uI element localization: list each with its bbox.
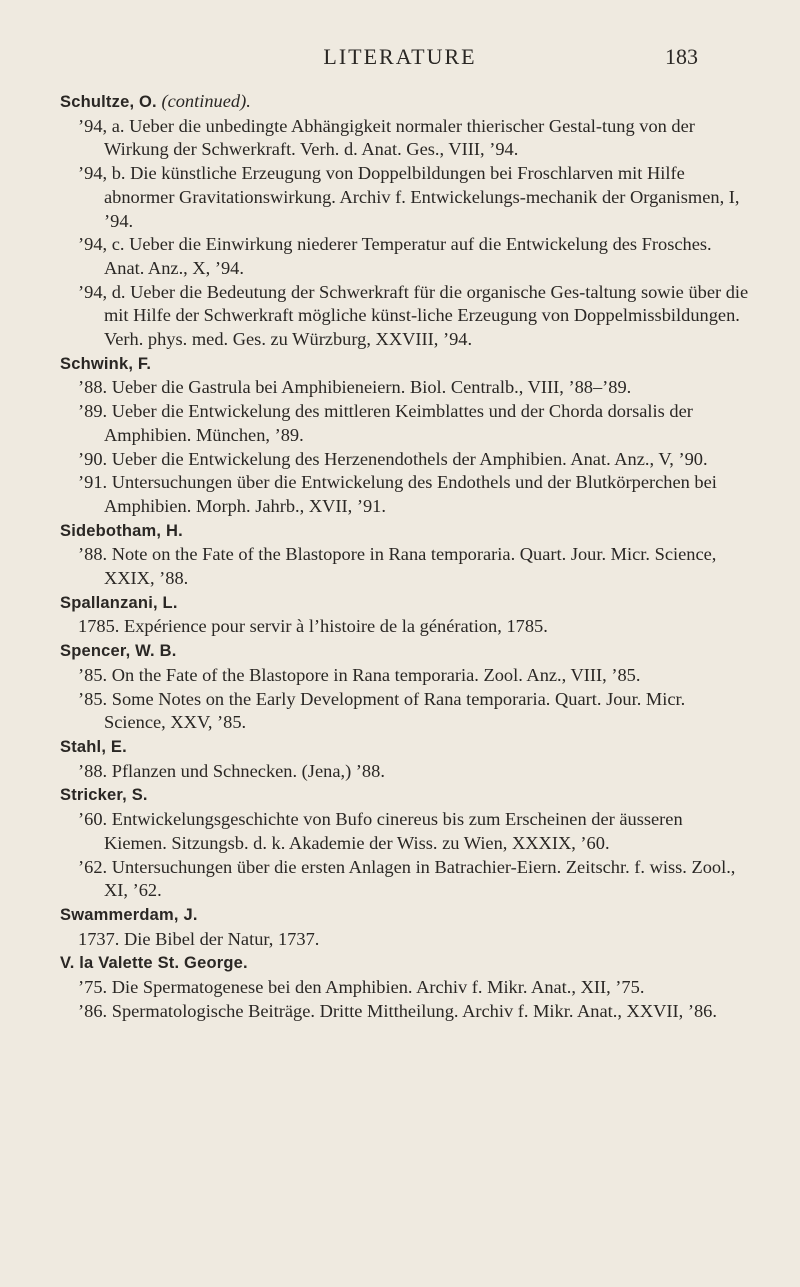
author-line [60,735,750,760]
bibliography-entry [60,735,750,783]
author-name: Spallanzani, L. [60,593,178,612]
author-line [60,951,750,976]
author-name: Sidebotham, H. [60,521,183,540]
reference-item: 1785. Expérience pour servir à l’histoire de la génération, 1785. [78,616,548,637]
author-name: Schwink, F. [60,354,152,373]
author-name: Stahl, E. [60,737,127,756]
author-name: V. la Valette St. George. [60,954,248,973]
author-name: Schultze, O. [60,93,157,111]
reference-item: ’94, d. Ueber die Bedeutung der Schwerkraft für die organische Ges-taltung sowie über die mit Hilfe der Schwerkraft mögliche künst-liche Erzeugung von Doppelmissbildungen. Verh. phys. med. Ges. zu Würzburg, XXVIII, ’94. [78,281,749,350]
reference-item: ’91. Untersuchungen über die Entwickelung des Endothels und der Blutkörperchen bei Amphibien. Morph. Jahrb., XVII, ’91. [78,472,717,516]
reference-item: ’88. Pflanzen und Schnecken. (Jena,) ’88. [78,760,385,781]
author-line [60,903,750,928]
reference-item: ’94, a. Ueber die unbedingte Abhängigkeit normaler thierischer Gestal-tung von der Wirkung der Schwerkraft. Verh. d. Anat. Ges., VIII, ’94. [78,115,695,160]
reference-item: ’86. Spermatologische Beiträge. Dritte Mittheilung. Archiv f. Mikr. Anat., XXVII, ’86. [78,1000,717,1021]
page-number: 183 [665,44,698,69]
author-line [60,591,750,616]
author-line [60,519,750,544]
author-name: Stricker, S. [60,786,148,805]
reference-item: ’85. On the Fate of the Blastopore in Rana temporaria. Zool. Anz., VIII, ’85. [78,664,641,685]
author-name: Spencer, W. B. [60,642,177,661]
reference-item: ’85. Some Notes on the Early Development of Rana temporaria. Quart. Jour. Micr. Science, XXV, ’85. [78,688,686,733]
bibliography-entry [60,591,750,639]
reference-item: ’88. Note on the Fate of the Blastopore in Rana temporaria. Quart. Jour. Micr. Science, XXIX, ’88. [78,544,717,589]
running-head [0,44,800,74]
bibliography-entry [60,352,750,519]
reference-item: ’88. Ueber die Gastrula bei Amphibieneiern. Biol. Centralb., VIII, ’88–’89. [78,377,632,398]
author-line [60,352,750,377]
bibliography-entry [60,951,750,1023]
bibliography-entry [60,783,750,903]
bibliography-entry [60,519,750,591]
reference-item: ’94, c. Ueber die Einwirkung niederer Temperatur auf die Entwickelung des Frosches. Anat. Anz., X, ’94. [78,234,712,278]
reference-item: 1737. Die Bibel der Natur, 1737. [78,928,320,949]
author-line [60,90,750,115]
author-line [60,783,750,808]
author-note: (continued). [161,91,251,111]
reference-item: ’89. Ueber die Entwickelung des mittleren Keimblattes und der Chorda dorsalis der Amphibien. München, ’89. [78,401,693,445]
reference-item: ’60. Entwickelungsgeschichte von Bufo cinereus bis zum Erscheinen der äusseren Kiemen. Sitzungsb. d. k. Akademie der Wiss. zu Wien, XXXIX, ’60. [78,809,683,853]
bibliography-list [60,90,750,1023]
page-title: LITERATURE [323,44,477,69]
reference-item: ’62. Untersuchungen über die ersten Anlagen in Batrachier-Eiern. Zeitschr. f. wiss. Zool., XI, ’62. [78,856,736,901]
bibliography-entry [60,90,750,352]
bibliography-entry [60,639,750,735]
reference-item: ’75. Die Spermatogenese bei den Amphibien. Archiv f. Mikr. Anat., XII, ’75. [78,977,645,998]
bibliography-entry [60,903,750,951]
reference-item: ’94, b. Die künstliche Erzeugung von Doppelbildungen bei Froschlarven mit Hilfe abnormer Gravitationswirkung. Archiv f. Entwickelungs-mechanik der Organismen, I, ’94. [78,163,740,231]
author-name: Swammerdam, J. [60,905,198,924]
reference-item: ’90. Ueber die Entwickelung des Herzenendothels der Amphibien. Anat. Anz., V, ’90. [78,448,708,469]
author-line [60,639,750,664]
